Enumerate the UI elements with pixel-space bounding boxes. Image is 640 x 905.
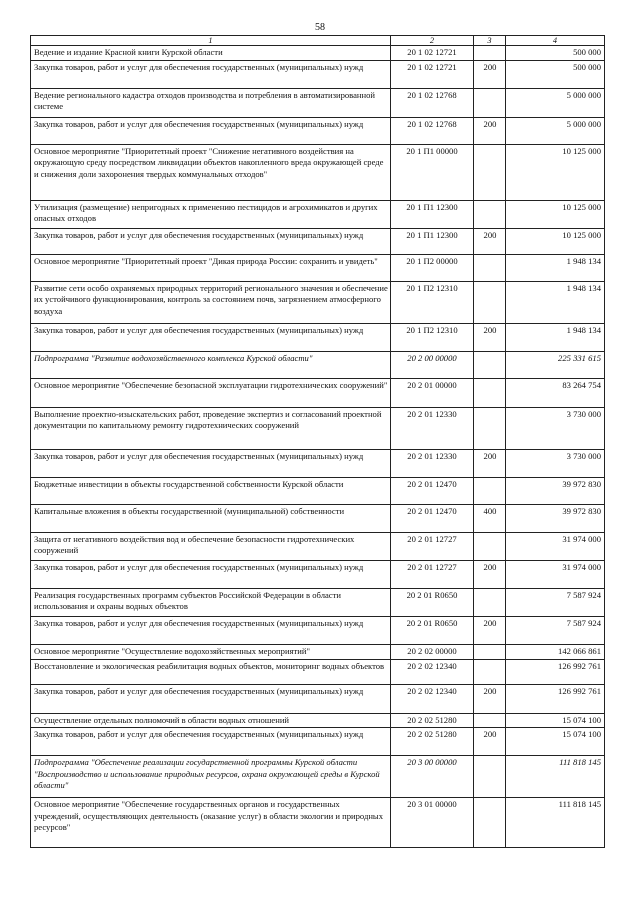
row-name: Закупка товаров, работ и услуг для обеспечения государственных (муниципальных) нужд: [31, 728, 391, 756]
row-vr: 200: [474, 449, 506, 477]
row-vr: [474, 644, 506, 659]
row-amount: 83 264 754: [506, 378, 605, 407]
row-vr: [474, 144, 506, 200]
row-amount: 15 074 100: [506, 713, 605, 728]
row-code: 20 1 02 12768: [391, 88, 474, 117]
row-code: 20 1 П1 00000: [391, 144, 474, 200]
table-row: [31, 504, 605, 532]
row-vr: 200: [474, 560, 506, 588]
row-amount: 31 974 000: [506, 560, 605, 588]
row-code: 20 2 01 12330: [391, 407, 474, 449]
table-row: [31, 254, 605, 281]
header-col-4: 4: [506, 36, 605, 46]
row-name: Закупка товаров, работ и услуг для обеспечения государственных (муниципальных) нужд: [31, 560, 391, 588]
row-amount: 7 587 924: [506, 616, 605, 644]
page-number: 58: [315, 22, 325, 33]
row-code: 20 2 01 12727: [391, 560, 474, 588]
row-name: Развитие сети особо охраняемых природных территорий регионального значения и обеспечение их устойчивого функционирования, контроль за состоянием почв, загрязнением атмосферного воздуха: [31, 281, 391, 323]
table-row: [31, 532, 605, 560]
table-row: [31, 60, 605, 88]
budget-table: [30, 35, 605, 848]
row-vr: 200: [474, 323, 506, 351]
row-code: 20 2 01 R0650: [391, 588, 474, 616]
row-code: 20 1 02 12721: [391, 60, 474, 88]
row-vr: [474, 659, 506, 684]
row-vr: 400: [474, 504, 506, 532]
row-vr: 200: [474, 728, 506, 756]
row-code: 20 2 02 12340: [391, 684, 474, 713]
row-amount: 1 948 134: [506, 254, 605, 281]
row-amount: 126 992 761: [506, 684, 605, 713]
row-amount: 31 974 000: [506, 532, 605, 560]
header-col-3: 3: [474, 36, 506, 46]
row-code: 20 1 П1 12300: [391, 200, 474, 228]
row-amount: 1 948 134: [506, 281, 605, 323]
row-name: Основное мероприятие "Приоритетный проект "Дикая природа России: сохранить и увидеть": [31, 254, 391, 281]
row-name: Основное мероприятие "Приоритетный проект "Снижение негативного воздействия на окружающую среду посредством ликвидации объектов накопленного вреда окружающей среде и снижения доли захоронения твердых коммунальных отходов": [31, 144, 391, 200]
row-name: Закупка товаров, работ и услуг для обеспечения государственных (муниципальных) нужд: [31, 323, 391, 351]
row-amount: 10 125 000: [506, 200, 605, 228]
table-row: [31, 713, 605, 728]
row-code: 20 1 П1 12300: [391, 228, 474, 254]
table-row: [31, 281, 605, 323]
row-amount: 3 730 000: [506, 407, 605, 449]
row-name: Реализация государственных программ субъектов Российской Федерации в области использования и охраны водных объектов: [31, 588, 391, 616]
row-vr: [474, 713, 506, 728]
table-row: [31, 560, 605, 588]
row-amount: 111 818 145: [506, 798, 605, 848]
row-vr: [474, 756, 506, 798]
row-code: 20 1 02 12768: [391, 117, 474, 144]
row-vr: [474, 407, 506, 449]
table-row: [31, 644, 605, 659]
header-row: [31, 36, 605, 46]
row-vr: 200: [474, 684, 506, 713]
row-code: 20 2 01 12470: [391, 504, 474, 532]
row-amount: 3 730 000: [506, 449, 605, 477]
row-name: Капитальные вложения в объекты государственной (муниципальной) собственности: [31, 504, 391, 532]
row-name: Ведение и издание Красной книги Курской области: [31, 46, 391, 61]
row-code: 20 2 02 00000: [391, 644, 474, 659]
row-code: 20 1 02 12721: [391, 46, 474, 61]
row-code: 20 2 01 12330: [391, 449, 474, 477]
row-code: 20 2 02 12340: [391, 659, 474, 684]
row-code: 20 1 П2 12310: [391, 281, 474, 323]
row-vr: [474, 46, 506, 61]
row-amount: 7 587 924: [506, 588, 605, 616]
table-row: [31, 798, 605, 848]
table-row: [31, 728, 605, 756]
row-name: Основное мероприятие "Обеспечение государственных органов и государственных учреждений, осуществляющих деятельность (оказание услуг) в области экологии и природных ресурсов": [31, 798, 391, 848]
row-amount: 5 000 000: [506, 117, 605, 144]
row-amount: 5 000 000: [506, 88, 605, 117]
row-code: 20 2 02 51280: [391, 713, 474, 728]
table-row: [31, 117, 605, 144]
table-row: [31, 588, 605, 616]
row-name: Защита от негативного воздействия вод и обеспечение безопасности гидротехнических сооружений: [31, 532, 391, 560]
row-vr: [474, 281, 506, 323]
row-code: 20 2 00 00000: [391, 351, 474, 378]
row-vr: [474, 798, 506, 848]
table-row: [31, 756, 605, 798]
row-code: 20 1 П2 12310: [391, 323, 474, 351]
row-name: Утилизация (размещение) непригодных к применению пестицидов и агрохимикатов и других опасных отходов: [31, 200, 391, 228]
row-vr: [474, 254, 506, 281]
table-row: [31, 46, 605, 61]
row-code: 20 2 02 51280: [391, 728, 474, 756]
table-row: [31, 200, 605, 228]
table-row: [31, 228, 605, 254]
table-row: [31, 684, 605, 713]
row-vr: 200: [474, 228, 506, 254]
row-code: 20 2 01 R0650: [391, 616, 474, 644]
header-col-2: 2: [391, 36, 474, 46]
row-amount: 1 948 134: [506, 323, 605, 351]
row-name: Основное мероприятие "Осуществление водохозяйственных мероприятий": [31, 644, 391, 659]
table-body: [31, 46, 605, 848]
table-row: [31, 616, 605, 644]
row-amount: 500 000: [506, 46, 605, 61]
row-name: Основное мероприятие "Обеспечение безопасной эксплуатации гидротехнических сооружений": [31, 378, 391, 407]
row-name: Закупка товаров, работ и услуг для обеспечения государственных (муниципальных) нужд: [31, 449, 391, 477]
row-vr: [474, 88, 506, 117]
table-row: [31, 659, 605, 684]
row-name: Осуществление отдельных полномочий в области водных отношений: [31, 713, 391, 728]
row-amount: 39 972 830: [506, 477, 605, 504]
row-vr: [474, 378, 506, 407]
table-row: [31, 88, 605, 117]
row-name: Ведение регионального кадастра отходов производства и потребления в автоматизированной системе: [31, 88, 391, 117]
header-col-1: 1: [31, 36, 391, 46]
row-vr: [474, 588, 506, 616]
row-code: 20 2 01 00000: [391, 378, 474, 407]
table-row: [31, 323, 605, 351]
row-name: Закупка товаров, работ и услуг для обеспечения государственных (муниципальных) нужд: [31, 228, 391, 254]
row-code: 20 2 01 12470: [391, 477, 474, 504]
row-vr: [474, 200, 506, 228]
row-vr: [474, 351, 506, 378]
row-code: 20 1 П2 00000: [391, 254, 474, 281]
row-code: 20 3 01 00000: [391, 798, 474, 848]
row-vr: 200: [474, 117, 506, 144]
row-name: Закупка товаров, работ и услуг для обеспечения государственных (муниципальных) нужд: [31, 616, 391, 644]
row-vr: [474, 532, 506, 560]
row-code: 20 2 01 12727: [391, 532, 474, 560]
table-row: [31, 351, 605, 378]
row-vr: [474, 477, 506, 504]
row-name: Подпрограмма "Обеспечение реализации государственной программы Курской области "Воспроизводство и использование природных ресурсов, охрана окружающей среды в Курской области": [31, 756, 391, 798]
table-row: [31, 378, 605, 407]
row-code: 20 3 00 00000: [391, 756, 474, 798]
table-row: [31, 144, 605, 200]
row-amount: 15 074 100: [506, 728, 605, 756]
row-name: Закупка товаров, работ и услуг для обеспечения государственных (муниципальных) нужд: [31, 117, 391, 144]
row-vr: 200: [474, 616, 506, 644]
row-amount: 225 331 615: [506, 351, 605, 378]
table-row: [31, 449, 605, 477]
row-name: Подпрограмма "Развитие водохозяйственного комплекса Курской области": [31, 351, 391, 378]
row-amount: 500 000: [506, 60, 605, 88]
row-amount: 126 992 761: [506, 659, 605, 684]
row-name: Закупка товаров, работ и услуг для обеспечения государственных (муниципальных) нужд: [31, 60, 391, 88]
row-amount: 10 125 000: [506, 144, 605, 200]
row-amount: 10 125 000: [506, 228, 605, 254]
row-amount: 111 818 145: [506, 756, 605, 798]
row-amount: 39 972 830: [506, 504, 605, 532]
row-name: Восстановление и экологическая реабилитация водных объектов, мониторинг водных объектов: [31, 659, 391, 684]
table-row: [31, 477, 605, 504]
row-vr: 200: [474, 60, 506, 88]
row-name: Закупка товаров, работ и услуг для обеспечения государственных (муниципальных) нужд: [31, 684, 391, 713]
row-name: Выполнение проектно-изыскательских работ, проведение экспертиз и согласований проектной документации по капитальному ремонту гидротехнических сооружений: [31, 407, 391, 449]
row-amount: 142 066 861: [506, 644, 605, 659]
table-row: [31, 407, 605, 449]
row-name: Бюджетные инвестиции в объекты государственной собственности Курской области: [31, 477, 391, 504]
